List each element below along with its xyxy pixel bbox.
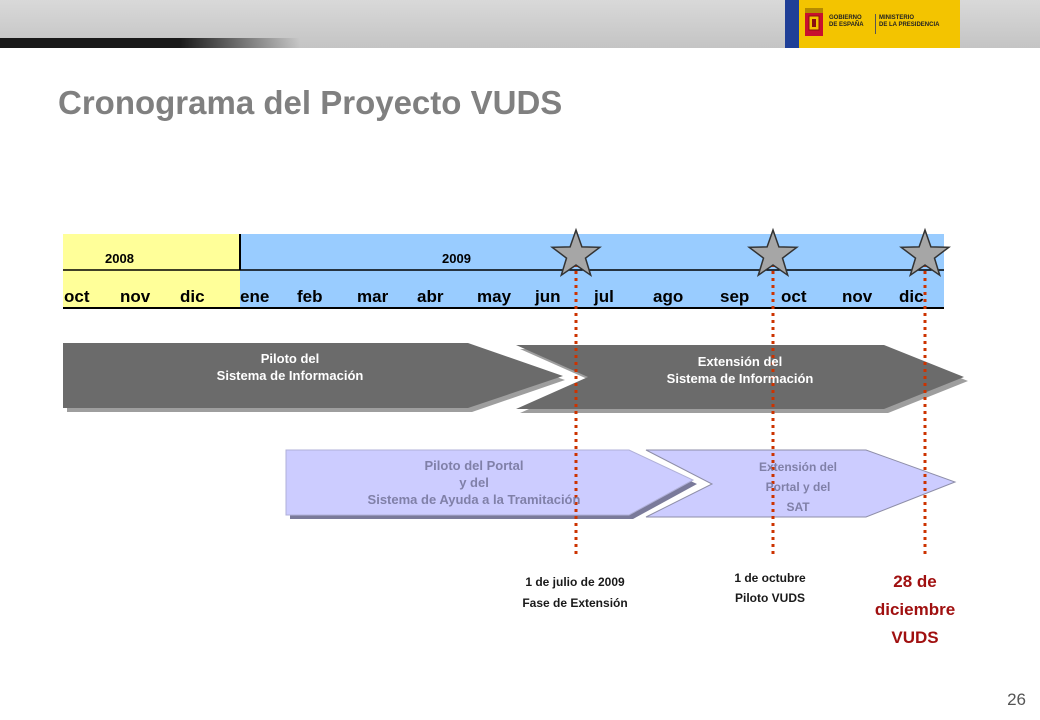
slide-number: 26: [1007, 690, 1026, 709]
month-label-4: feb: [297, 287, 323, 306]
month-label-2: dic: [180, 287, 205, 306]
months-2008-band: [63, 270, 240, 308]
month-label-3: ene: [240, 287, 270, 306]
month-label-13: nov: [842, 287, 873, 306]
logo-text-gobierno: GOBIERNO DE ESPAÑA: [829, 15, 864, 28]
month-label-10: ago: [653, 287, 684, 306]
phase-2-label: Extensión del Sistema de Información: [666, 354, 814, 386]
months-2009-band: [240, 270, 944, 308]
phase-4-label: Extensión del Portal y del SAT: [758, 460, 838, 514]
page-title: Cronograma del Proyecto VUDS: [58, 84, 563, 121]
month-label-11: sep: [720, 287, 750, 306]
month-label-7: may: [477, 287, 512, 306]
phase-1-label: Piloto del Sistema de Información: [216, 351, 364, 383]
logo-text-ministerio: MINISTERIO DE LA PRESIDENCIA: [879, 15, 940, 28]
month-label-5: mar: [357, 287, 389, 306]
milestone-label-oct: 1 de octubre Piloto VUDS: [734, 571, 806, 605]
month-label-1: nov: [120, 287, 151, 306]
year-2009-label: 2009: [442, 251, 471, 266]
month-label-6: abr: [417, 287, 444, 306]
month-label-14: dic: [899, 287, 924, 306]
year-2008-label: 2008: [105, 251, 134, 266]
year-2008-cell: [63, 234, 240, 270]
phase-3-label: Piloto del Portal y del Sistema de Ayuda a la Tramitación: [367, 458, 581, 507]
month-labels: [64, 287, 924, 306]
month-label-9: jul: [594, 287, 614, 306]
month-label-8: jun: [535, 287, 561, 306]
month-label-12: oct: [781, 287, 807, 306]
milestone-label-dic: 28 de diciembre VUDS: [874, 572, 956, 647]
milestone-label-jul: 1 de julio de 2009 Fase de Extensión: [522, 575, 628, 610]
month-label-0: oct: [64, 287, 90, 306]
